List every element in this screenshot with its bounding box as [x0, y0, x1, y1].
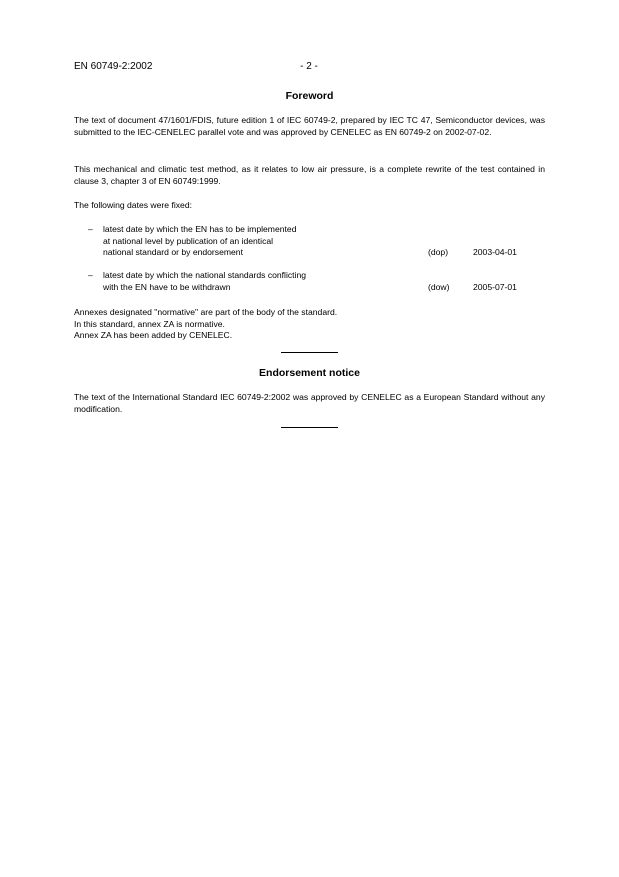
- date-item-line: latest date by which the national standards conflicting: [103, 270, 307, 280]
- endorsement-heading: Endorsement notice: [259, 367, 360, 379]
- foreword-paragraph-2: This mechanical and climatic test method, as it relates to low air pressure, is a complete rewrite of the test contained in clause 3, chapter 3 of EN 60749:1999.: [74, 164, 545, 186]
- list-dash: –: [88, 224, 93, 234]
- date-item-line: national standard or by endorsement: [103, 247, 243, 257]
- section-divider: [281, 352, 338, 353]
- date-item-dop: [88, 224, 545, 259]
- date-item-dow: [88, 270, 545, 294]
- list-dash: –: [88, 270, 93, 280]
- annex-line: Annexes designated "normative" are part of the body of the standard.: [74, 307, 338, 317]
- annex-line: In this standard, annex ZA is normative.: [74, 318, 225, 329]
- foreword-heading: Foreword: [285, 90, 334, 102]
- date-abbreviation: (dop): [428, 247, 449, 257]
- date-item-text: [103, 224, 403, 259]
- date-value: 2003-04-01: [473, 247, 517, 257]
- date-item-text: [103, 270, 403, 293]
- date-abbreviation: (dow): [428, 282, 450, 292]
- date-value: 2005-07-01: [473, 282, 517, 292]
- endorsement-paragraph: The text of the International Standard IEC 60749-2:2002 was approved by CENELEC as a European Standard without any modification.: [74, 392, 545, 414]
- dates-intro: The following dates were fixed:: [74, 200, 192, 210]
- date-item-line: with the EN have to be withdrawn: [103, 281, 231, 292]
- annex-notes: [74, 307, 545, 342]
- date-item-line: at national level by publication of an identical: [103, 235, 274, 246]
- page-number: - 2 -: [300, 61, 318, 72]
- annex-line: Annex ZA has been added by CENELEC.: [74, 330, 233, 340]
- foreword-paragraph-1: The text of document 47/1601/FDIS, future edition 1 of IEC 60749-2, prepared by IEC TC 47, Semiconductor devices, was submitted to the IEC-CENELEC parallel vote and was approved by CENELEC as EN 60749-2 on 2002-07-02.: [74, 115, 545, 137]
- date-item-line: latest date by which the EN has to be implemented: [103, 224, 297, 234]
- document-id: EN 60749-2:2002: [74, 61, 153, 72]
- section-divider: [281, 427, 338, 428]
